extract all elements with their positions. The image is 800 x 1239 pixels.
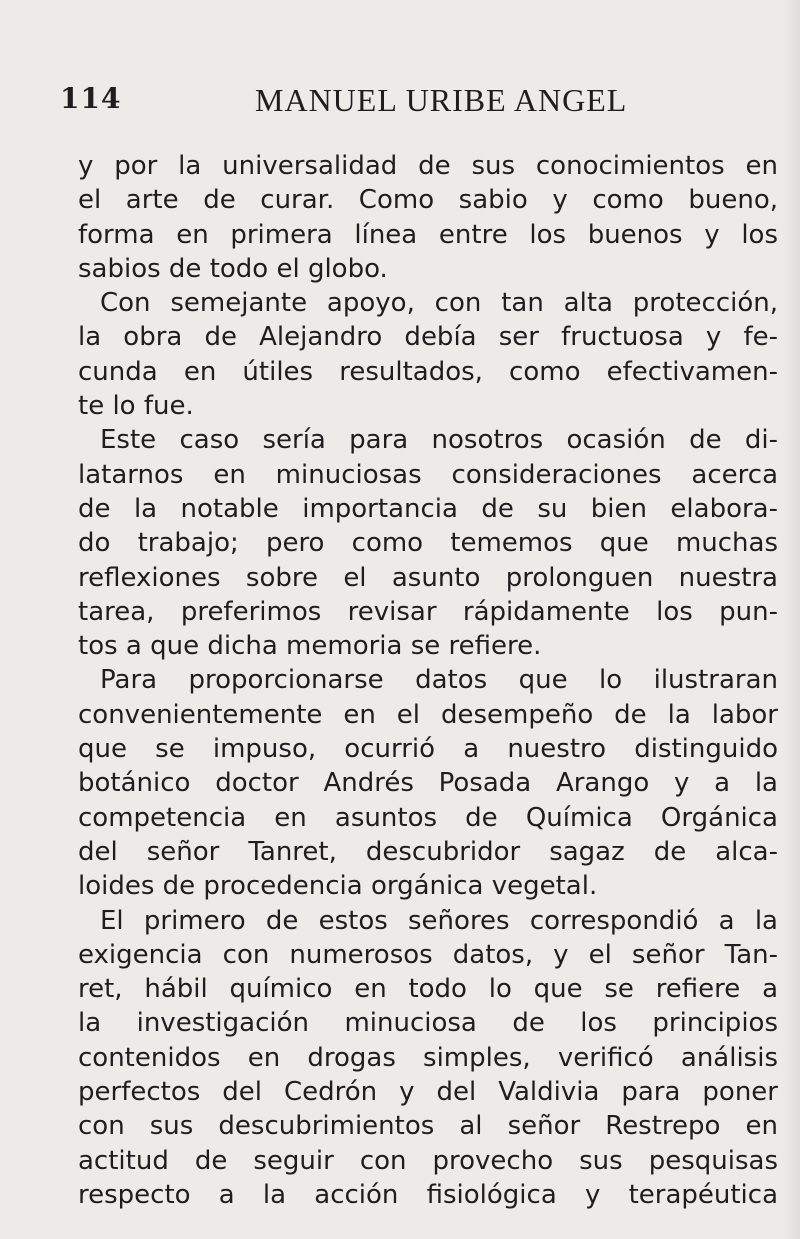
text-line: convenientemente en el desempeño de la labor [78, 699, 778, 730]
text-line: la investigación minuciosa de los principios [78, 1008, 778, 1039]
text-line: botánico doctor Andrés Posada Arango y a la [78, 768, 778, 799]
text-line: y por la universalidad de sus conocimientos en [78, 151, 778, 181]
text-line: tos a que dicha memoria se refiere. [78, 631, 542, 662]
text-line: perfectos del Cedrón y del Valdivia para poner [78, 1077, 778, 1108]
page-number: 114 [60, 82, 122, 115]
page-header [60, 82, 780, 122]
text-line: sabios de todo el globo. [78, 253, 388, 284]
text-line: competencia en asuntos de Química Orgánica [78, 802, 778, 833]
text-line: el arte de curar. Como sabio y como bueno, [78, 185, 778, 216]
running-title: MANUEL URIBE ANGEL [255, 82, 628, 118]
text-line: respecto a la acción fisiológica y terapéutica [78, 1179, 778, 1210]
text-line: Para proporcionarse datos que lo ilustraran [100, 665, 778, 696]
text-line: reflexiones sobre el asunto prolonguen nuestra [78, 562, 778, 593]
text-line: latarnos en minuciosas consideraciones acerca [78, 459, 778, 490]
page-edge-shadow [782, 0, 800, 1239]
text-line: Con semejante apoyo, con tan alta protección, [100, 288, 778, 319]
text-line: exigencia con numerosos datos, y el señor Tan- [78, 939, 778, 970]
text-line: loides de procedencia orgánica vegetal. [78, 871, 598, 902]
text-line: actitud de seguir con provecho sus pesquisas [78, 1145, 778, 1176]
text-line: ret, hábil químico en todo lo que se refiere a [78, 974, 778, 1005]
text-line: que se impuso, ocurrió a nuestro distinguido [78, 734, 778, 765]
text-line: do trabajo; pero como tememos que muchas [78, 528, 778, 559]
text-line: con sus descubrimientos al señor Restrepo en [78, 1111, 778, 1142]
text-line: del señor Tanret, descubridor sagaz de alca- [78, 836, 778, 867]
text-line: contenidos en drogas simples, verificó análisis [78, 1042, 778, 1073]
text-line: la obra de Alejandro debía ser fructuosa y fe- [78, 322, 778, 353]
text-line: te lo fue. [78, 391, 194, 422]
text-line: El primero de estos señores correspondió a la [100, 905, 778, 936]
text-line: Este caso sería para nosotros ocasión de di- [100, 425, 778, 456]
text-line: tarea, preferimos revisar rápidamente los pun- [78, 596, 778, 627]
text-line: de la notable importancia de su bien elabora- [78, 493, 778, 524]
text-line: forma en primera línea entre los buenos y los [78, 219, 778, 250]
text-line: cunda en útiles resultados, como efectivamen- [78, 356, 778, 387]
body-text [78, 149, 778, 1212]
